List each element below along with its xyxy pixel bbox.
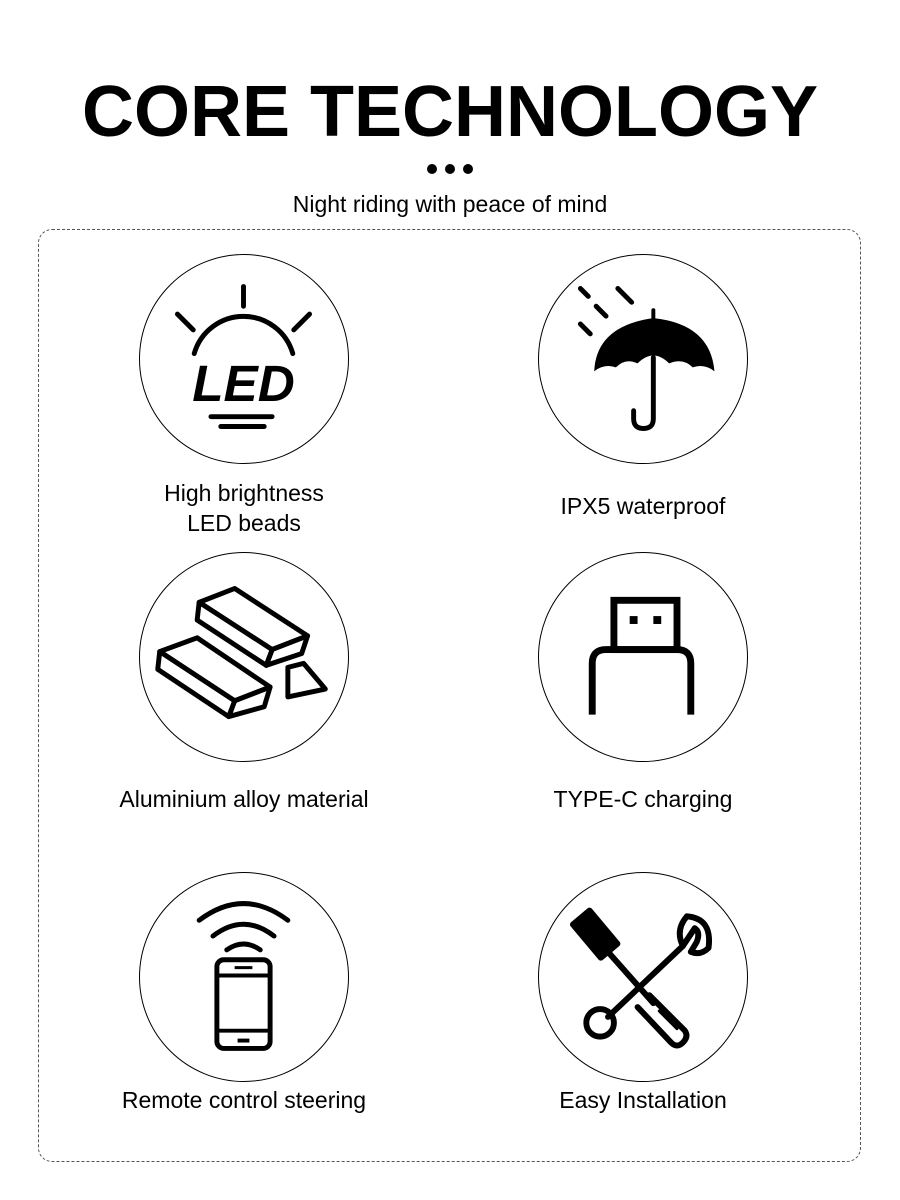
feature-label: Aluminium alloy material [119, 786, 369, 812]
phone-wireless-icon [140, 873, 347, 1080]
wrench-screwdriver-icon [539, 873, 746, 1080]
feature-label: Remote control steering [121, 1087, 367, 1113]
feature-label: TYPE-C charging [553, 786, 733, 812]
svg-text:LED: LED [192, 354, 295, 412]
led-icon-circle [139, 254, 349, 464]
dot [427, 164, 437, 174]
dot [445, 164, 455, 174]
title-divider-dots [0, 164, 900, 174]
umbrella-rain-icon-circle [538, 254, 748, 464]
page-title: CORE TECHNOLOGY [81, 72, 819, 152]
page-subtitle: Night riding with peace of mind [292, 191, 608, 217]
umbrella-rain-icon [539, 255, 746, 462]
feature-label: High brightness LED beads [164, 480, 324, 536]
led-icon [140, 255, 347, 462]
metal-bars-icon [140, 553, 347, 760]
wrench-screwdriver-icon-circle [538, 872, 748, 1082]
feature-label: Easy Installation [559, 1087, 727, 1113]
feature-label: IPX5 waterproof [560, 493, 726, 519]
metal-bars-icon-circle [139, 552, 349, 762]
dot [463, 164, 473, 174]
usb-type-c-icon-circle [538, 552, 748, 762]
phone-wireless-icon-circle [139, 872, 349, 1082]
usb-type-c-icon [539, 553, 746, 760]
